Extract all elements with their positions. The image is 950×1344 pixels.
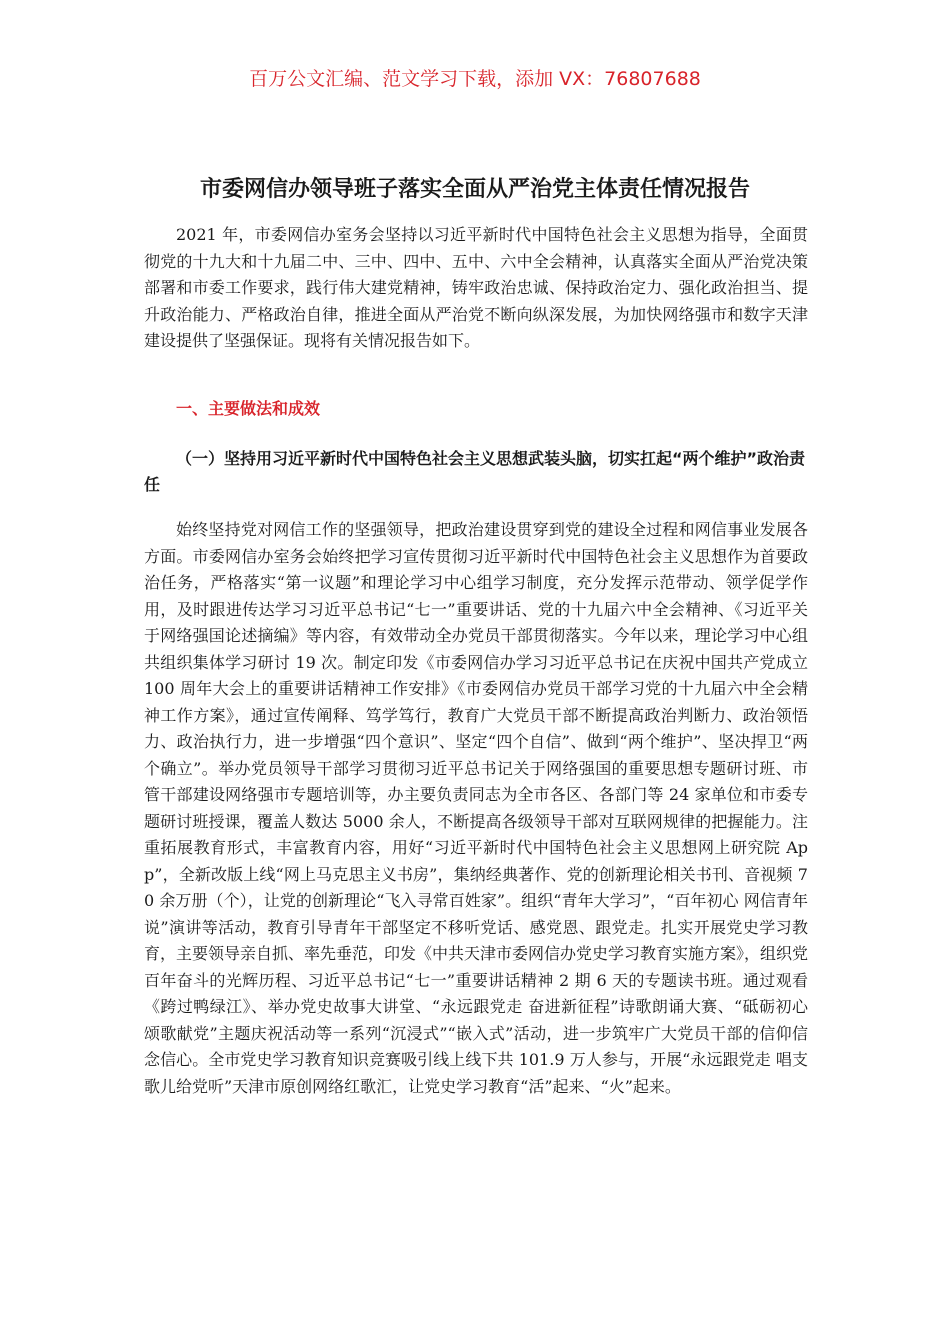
subsection-heading: （一）坚持用习近平新时代中国特色社会主义思想武装头脑，切实扛起“两个维护”政治责任 [144,449,806,494]
section-heading: 一、主要做法和成效 [176,399,321,418]
promo-header: 百万公文汇编、范文学习下载，添加 VX：76807688 [249,68,701,90]
document-title: 市委网信办领导班子落实全面从严治党主体责任情况报告 [199,176,750,202]
intro-paragraph: 2021 年，市委网信办室务会坚持以习近平新时代中国特色社会主义思想为指导，全面贯彻党的十九大和十九届二中、三中、四中、五中、六中全会精神，认真落实全面从严治党决策部署和市委工作要求，践行伟大建党精神，铸牢政治忠诚、保持政治定力、强化政治担当、提升政治能力、严格政治自律，推进全面从严治党不断向纵深发展，为加快网络强市和数字天津建设提供了坚强保证。现将有关情况报告如下。 [144,225,808,350]
body-paragraph: 始终坚持党对网信工作的坚强领导，把政治建设贯穿到党的建设全过程和网信事业发展各方面。市委网信办室务会始终把学习宣传贯彻习近平新时代中国特色社会主义思想作为首要政治任务，严格落实“第一议题”和理论学习中心组学习制度，充分发挥示范带动、领学促学作用，及时跟进传达学习习近平总书记“七一”重要讲话、党的十九届六中全会精神、《习近平关于网络强国论述摘编》等内容，有效带动全办党员干部贯彻落实。今年以来，理论学习中心组共组织集体学习研讨 19 次。制定印发《市委网信办学习习近平总书记在庆祝中国共产党成立 100 周年大会上的重要讲话精神工作安排》《市委网信办党员干部学习党的十九届六中全会精神工作方案》，通过宣传阐释、笃学笃行，教育广大党员干部不断提高政治判断力、政治领悟力、政治执行力，进一步增强“四个意识”、坚定“四个自信”、做到“两个维护”、坚决捍卫“两个确立”。举办党员领导干部学习贯彻习近平总书记关于网络强国的重要思想专题研讨班、市管干部建设网络强市专题培训等，办主要负责同志为全市各区、各部门等 24 家单位和市委专题研讨班授课，覆盖人数达 5000 余人，不断提高各级领导干部对互联网规律的把握能力。注重拓展教育形式，丰富教育内容，用好“习近平新时代中国特色社会主义思想网上研究院 App”，全新改版上线“网上马克思主义书房”，集纳经典著作、党的创新理论相关书刊、音视频 70 余万册（个），让党的创新理论“飞入寻常百姓家”。组织“青年大学习”，“百年初心 网信青年说”演讲等活动，教育引导青年干部坚定不移听党话、感党恩、跟党走。扎实开展党史学习教育，主要领导亲自抓、率先垂范，印发《中共天津市委网信办党史学习教育实施方案》，组织党百年奋斗的光辉历程、习近平总书记“七一”重要讲话精神 2 期 6 天的专题读书班。通过观看《跨过鸭绿江》、举办党史故事大讲堂、“永远跟党走 奋进新征程”诗歌朗诵大赛、“砥砺初心 颂歌献党”主题庆祝活动等一系列“沉浸式”“嵌入式”活动，进一步筑牢广大党员干部的信仰信念信心。全市党史学习教育知识竞赛吸引线上线下共 101.9 万人参与，开展“永远跟党走 唱支歌儿给党听”天津市原创网络红歌汇，让党史学习教育“活”起来、“火”起来。 [144,520,809,1096]
